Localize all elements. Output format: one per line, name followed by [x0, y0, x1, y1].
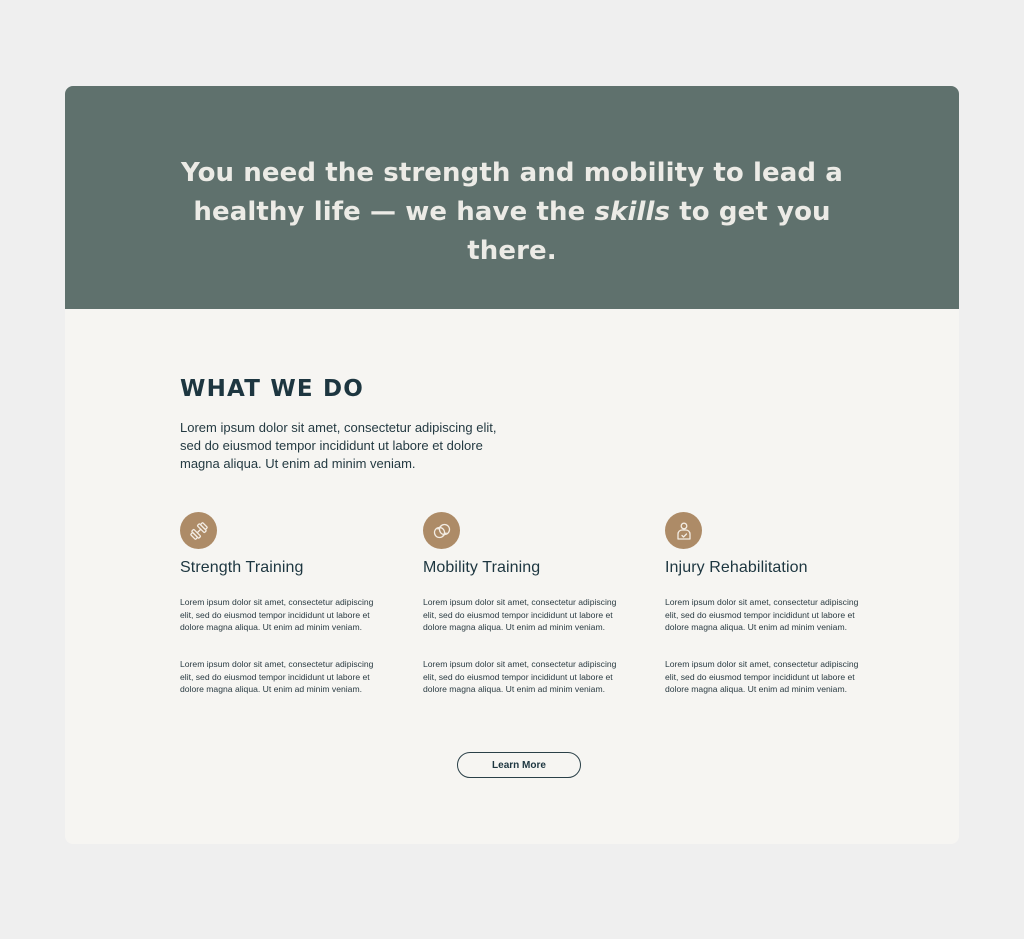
content-card: [65, 86, 959, 844]
hero-line-2-prefix: healthy life — we have the: [193, 197, 586, 227]
service-title: Strength Training: [180, 559, 304, 576]
person-rehab-icon: [665, 512, 702, 549]
service-paragraph: Lorem ipsum dolor sit amet, consectetur adipiscing elit, sed do eiusmod tempor incididunt ut labore et dolore magna aliqua. Ut enim ad minim veniam.: [180, 597, 374, 632]
hero-heading: [145, 154, 879, 271]
service-paragraph: Lorem ipsum dolor sit amet, consectetur adipiscing elit, sed do eiusmod tempor incididunt ut labore et dolore magna aliqua. Ut enim ad minim veniam.: [665, 659, 859, 694]
service-paragraph: Lorem ipsum dolor sit amet, consectetur adipiscing elit, sed do eiusmod tempor incididunt ut labore et dolore magna aliqua. Ut enim ad minim veniam.: [423, 597, 617, 632]
hero-line-1: You need the strength and mobility to lead a: [181, 158, 843, 188]
service-paragraph: Lorem ipsum dolor sit amet, consectetur adipiscing elit, sed do eiusmod tempor incididunt ut labore et dolore magna aliqua. Ut enim ad minim veniam.: [423, 659, 617, 694]
rings-icon: [423, 512, 460, 549]
hero-line-2-suffix: to get you there.: [467, 197, 831, 266]
learn-more-button[interactable]: Learn More: [457, 752, 581, 778]
section-title: WHAT WE DO: [180, 376, 365, 402]
hero-banner: [65, 86, 959, 309]
service-paragraph: Lorem ipsum dolor sit amet, consectetur adipiscing elit, sed do eiusmod tempor incididunt ut labore et dolore magna aliqua. Ut enim ad minim veniam.: [180, 659, 374, 694]
service-title: Mobility Training: [423, 559, 541, 576]
service-title: Injury Rehabilitation: [665, 559, 808, 576]
section-intro: Lorem ipsum dolor sit amet, consectetur adipiscing elit, sed do eiusmod tempor incididunt ut labore et dolore magna aliqua. Ut enim ad minim veniam.: [180, 420, 497, 471]
hero-emphasis: skills: [594, 197, 671, 227]
service-paragraph: Lorem ipsum dolor sit amet, consectetur adipiscing elit, sed do eiusmod tempor incididunt ut labore et dolore magna aliqua. Ut enim ad minim veniam.: [665, 597, 859, 632]
dumbbell-icon: [180, 512, 217, 549]
